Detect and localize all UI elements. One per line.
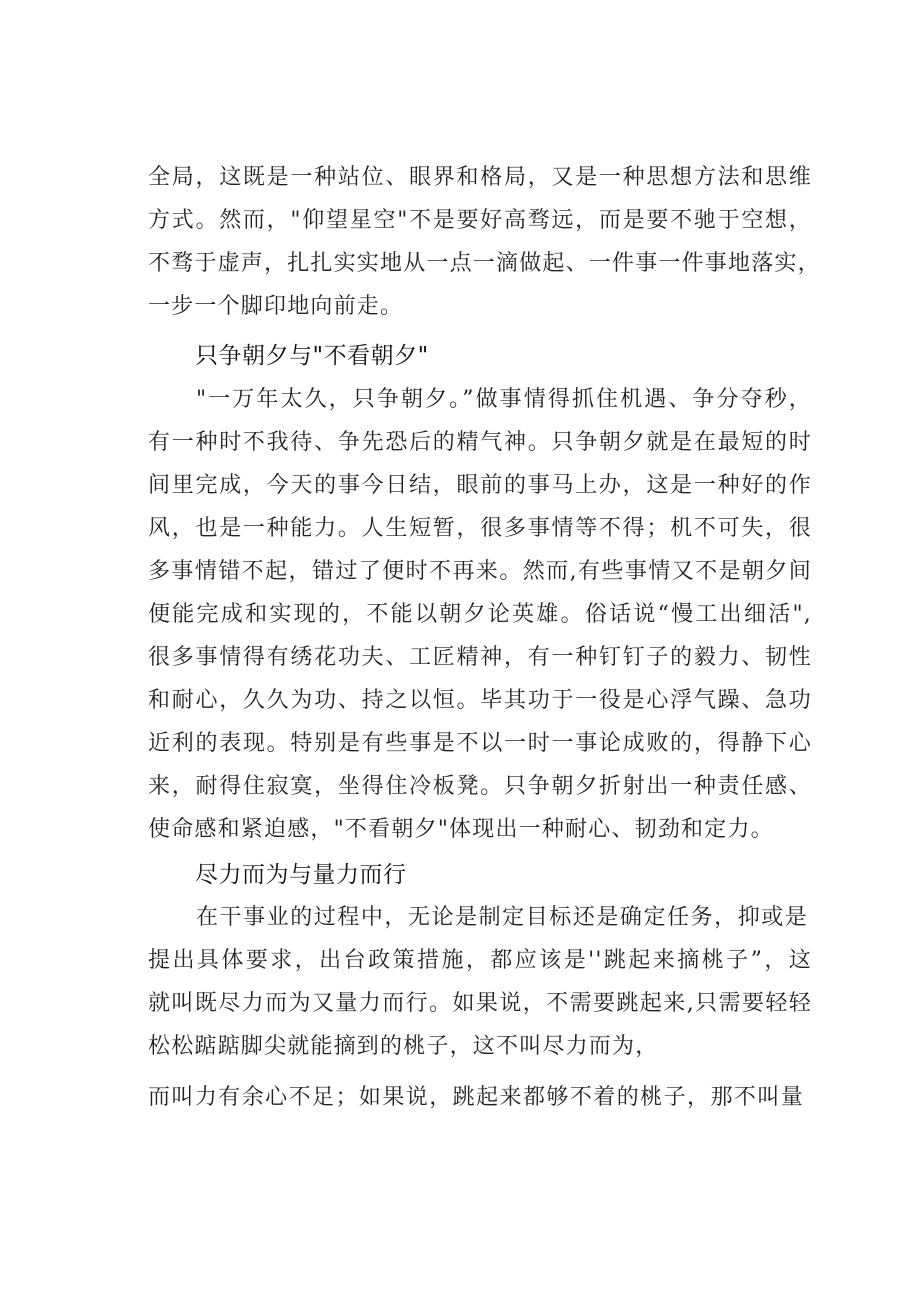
paragraph-2-line-11: 使命感和紧迫感，"不看朝夕"体现出一种耐心、韧劲和定力。 (148, 817, 774, 842)
paragraph-1-line-1: 全局，这既是一种站位、眼界和格局，又是一种思想方法和思维 (148, 165, 812, 190)
section-heading-2: 尽力而为与量力而行 (195, 862, 407, 888)
paragraph-3-line-5: 而叫力有余心不足；如果说，跳起来都够不着的桃子，那不叫量 (148, 1085, 804, 1110)
paragraph-2-line-5: 多事情错不起，错过了便时不再来。然而,有些事情又不是朝夕间 (148, 559, 812, 584)
paragraph-2-line-10: 来，耐得住寂寞，坐得住冷板凳。只争朝夕折射出一种责任感、 (148, 774, 812, 799)
paragraph-2-line-1: "一万年太久，只争朝夕。”做事情得抓住机遇、争分夺秒， (196, 387, 812, 412)
paragraph-2-line-9: 近利的表现。特别是有些事是不以一时一事论成败的，得静下心 (148, 731, 812, 756)
paragraph-3-line-4: 松松踮踮脚尖就能摘到的桃子，这不叫尽力而为， (148, 1034, 659, 1059)
paragraph-2-line-6: 便能完成和实现的，不能以朝夕论英雄。俗话说“慢工出细活", (148, 602, 812, 627)
paragraph-2-line-7: 很多事情得有绣花功夫、工匠精神，有一种钉钉子的毅力、韧性 (148, 645, 812, 670)
paragraph-1-line-3: 不骛于虚声，扎扎实实地从一点一滴做起、一件事一件事地落实， (148, 251, 821, 276)
paragraph-3-line-2: 提出具体要求，出台政策措施，都应该是''跳起来摘桃子”，这 (148, 948, 812, 973)
paragraph-1-line-2: 方式。然而，"仰望星空"不是要好高骛远，而是要不驰于空想， (148, 208, 812, 233)
paragraph-2-line-8: 和耐心，久久为功、持之以恒。毕其功于一役是心浮气躁、急功 (148, 688, 812, 713)
paragraph-2-line-4: 风，也是一种能力。人生短暂，很多事情等不得；机不可失，很 (148, 516, 812, 541)
section-heading-1: 只争朝夕与"不看朝夕" (195, 343, 429, 369)
paragraph-1-line-4: 一步一个脚印地向前走。 (148, 294, 404, 319)
paragraph-3-line-3: 就叫既尽力而为又量力而行。如果说，不需要跳起来,只需要轻轻 (148, 991, 812, 1016)
paragraph-2-line-2: 有一种时不我待、争先恐后的精气神。只争朝夕就是在最短的时 (148, 430, 812, 455)
paragraph-3-line-1: 在干事业的过程中，无论是制定目标还是确定任务，抑或是 (196, 905, 808, 930)
paragraph-2-line-3: 间里完成，今天的事今日结，眼前的事马上办，这是一种好的作 (148, 473, 812, 498)
